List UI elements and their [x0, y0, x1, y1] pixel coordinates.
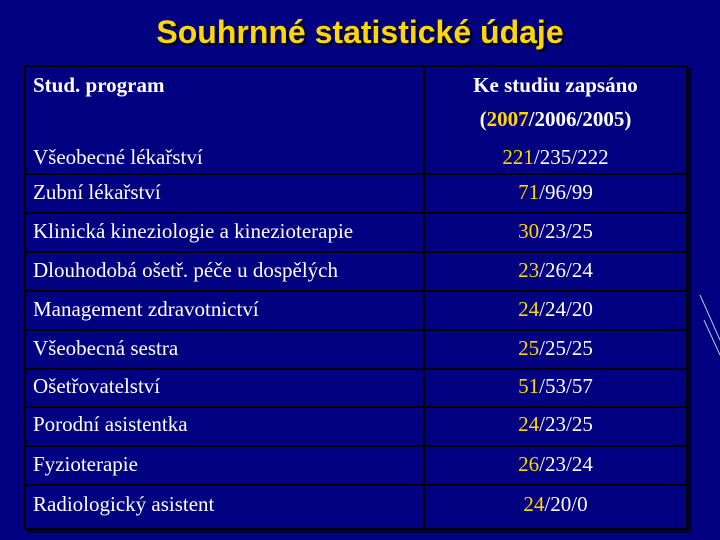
enrollment-previous-years: /25/25	[539, 336, 593, 360]
enrollment-values	[425, 180, 686, 205]
enrollment-values	[425, 258, 686, 283]
enrollment-current-year: 24	[518, 297, 540, 321]
enrollment-values	[425, 336, 686, 361]
enrollment-previous-years: /235/222	[533, 145, 609, 169]
enrollment-current-year: 24	[518, 412, 540, 436]
enrollment-values	[425, 452, 686, 477]
row-divider	[26, 329, 686, 331]
row-divider	[26, 212, 686, 214]
program-name: Radiologický asistent	[33, 492, 215, 516]
statistics-table	[24, 65, 688, 530]
enrollment-values	[425, 374, 686, 399]
enrollment-values	[425, 297, 686, 322]
enrollment-previous-years: /24/20	[539, 297, 593, 321]
enrollment-previous-years: /26/24	[539, 258, 593, 282]
enrollment-current-year: 26	[518, 452, 540, 476]
enrollment-current-year: 71	[518, 180, 540, 204]
enrollment-previous-years: /23/25	[539, 219, 593, 243]
row-divider	[26, 173, 686, 175]
header-study-program: Stud. program	[33, 73, 165, 97]
header-enrolled-years	[425, 107, 686, 132]
program-name: Klinická kineziologie a kinezioterapie	[33, 219, 354, 243]
page-title: Souhrnné statistické údaje	[156, 14, 564, 50]
enrollment-current-year: 23	[518, 258, 540, 282]
program-name: Zubní lékařství	[33, 180, 161, 204]
row-divider	[26, 445, 686, 447]
enrollment-values	[425, 412, 686, 437]
header-years-rest: /2006/2005)	[528, 107, 632, 131]
program-name: Všeobecné lékařství	[33, 145, 203, 169]
row-divider	[26, 290, 686, 292]
header-enrolled: Ke studiu zapsáno	[473, 73, 638, 97]
row-divider	[26, 406, 686, 408]
enrollment-previous-years: /20/0	[544, 492, 588, 516]
header-paren-open: (	[479, 107, 487, 131]
enrollment-previous-years: /23/25	[539, 412, 593, 436]
program-name: Všeobecná sestra	[33, 336, 179, 360]
enrollment-values	[425, 219, 686, 244]
enrollment-previous-years: /96/99	[539, 180, 593, 204]
enrollment-current-year: 221	[502, 145, 534, 169]
header-year-highlight: 2007	[486, 107, 529, 131]
enrollment-current-year: 25	[518, 336, 540, 360]
row-divider	[26, 368, 686, 370]
enrollment-current-year: 24	[523, 492, 545, 516]
row-divider	[26, 251, 686, 253]
program-name: Porodní asistentka	[33, 412, 188, 436]
row-divider	[26, 484, 686, 486]
program-name: Management zdravotnictví	[33, 297, 259, 321]
enrollment-values	[425, 492, 686, 517]
enrollment-current-year: 51	[518, 374, 540, 398]
program-name: Fyzioterapie	[33, 452, 138, 476]
enrollment-current-year: 30	[518, 219, 540, 243]
program-name: Dlouhodobá ošetř. péče u dospělých	[33, 258, 339, 282]
program-name: Ošetřovatelství	[33, 374, 161, 398]
enrollment-previous-years: /53/57	[539, 374, 593, 398]
enrollment-values	[425, 145, 686, 170]
enrollment-previous-years: /23/24	[539, 452, 593, 476]
